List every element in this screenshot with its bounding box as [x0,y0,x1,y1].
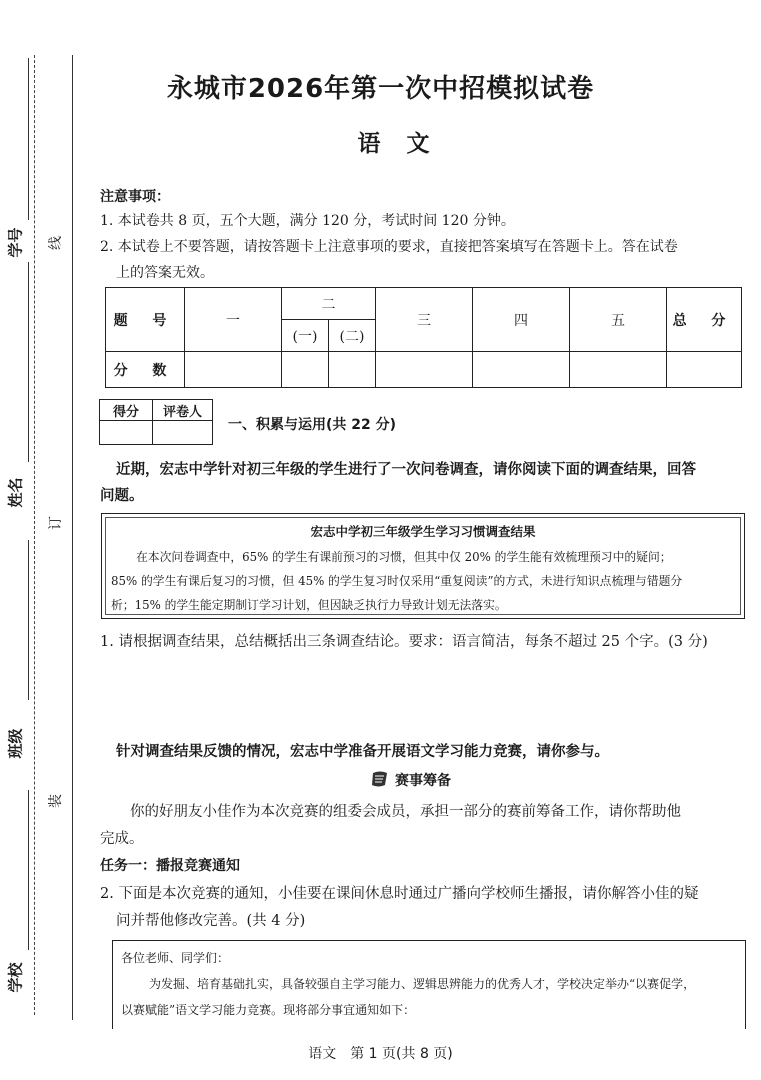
grader-name-label: 评卷人 [153,400,213,421]
page-footer: 语文 第 1 页(共 8 页) [308,1046,453,1062]
score-cell[interactable] [329,352,376,388]
section-title: 一、积累与运用(共 22 分) [228,417,397,433]
notice-text-line: 为发掘、培育基础扎实，具备较强自主学习能力、逻辑思辨能力的优秀人才，学校决定举办“以赛促学， [149,977,696,991]
binding-solid-line [72,55,73,1020]
event-paragraph: 你的好朋友小佳作为本次竞赛的组委会成员，承担一部分的赛前筹备工作，请你帮助他 [130,804,681,820]
school-blank[interactable] [28,790,29,950]
school-label: 学校 [6,962,25,993]
seal-mark-line: 线 [48,236,64,250]
task-title: 任务一：播报竞赛通知 [100,858,240,874]
score-cell[interactable] [570,352,667,388]
seal-mark-bind: 订 [48,516,64,530]
name-blank[interactable] [28,262,29,462]
scroll-icon [370,770,390,788]
notice-greeting: 各位老师、同学们： [121,951,230,965]
score-col-4: 四 [473,288,570,352]
note-item: 2. 本试卷上不要答题，请按答题卡上注意事项的要求，直接把答案填写在答题卡上。答在试卷 [100,239,678,255]
grader-name-cell[interactable] [153,421,213,445]
score-col-2-sub-2: (二) [329,320,376,352]
score-cell[interactable] [667,352,742,388]
question-2: 2. 下面是本次竞赛的通知，小佳要在课间休息时通过广播向学校师生播报，请你解答小佳的疑 [100,886,699,902]
question-1: 1. 请根据调查结果，总结概括出三条调查结论。要求：语言简洁，每条不超过 25 个字。(3 分) [100,634,708,650]
score-col-2: 二 [282,288,376,320]
event-paragraph: 完成。 [100,831,144,847]
score-cell[interactable] [185,352,282,388]
score-col-5: 五 [570,288,667,352]
class-label: 班级 [6,728,25,759]
notice-box [112,940,746,1029]
score-cell[interactable] [282,352,329,388]
event-heading: 赛事筹备 [395,773,451,789]
survey-results-box [101,513,745,619]
student-id-label: 学号 [6,227,25,258]
note-item: 上的答案无效。 [116,265,214,281]
exam-title: 永城市2026年第一次中招模拟试卷 [166,74,595,104]
binding-dashed-line [34,55,35,1015]
survey-text-line: 85% 的学生有课后复习的习惯，但 45% 的学生复习时仅采用“重复阅读”的方式，未进行知识点梳理与错题分 [111,574,683,588]
class-blank[interactable] [28,540,29,700]
score-row-label: 分 数 [106,352,185,388]
question-2: 问并帮他修改完善。(共 4 分) [116,913,306,929]
score-cell[interactable] [473,352,570,388]
survey-text-line: 在本次问卷调查中，65% 的学生有课前预习的习惯，但其中仅 20% 的学生能有效梳理预习中的疑问； [136,550,672,564]
score-col-2-sub-1: (一) [282,320,329,352]
score-total: 总 分 [667,288,742,352]
notes-heading: 注意事项： [100,189,170,205]
survey-title: 宏志中学初三年级学生学习习惯调查结果 [310,524,536,539]
seal-mark-mount: 装 [48,794,64,808]
grader-score-cell[interactable] [100,421,153,445]
survey-text-line: 析；15% 的学生能定期制订学习计划，但因缺乏执行力导致计划无法落实。 [111,598,507,612]
score-col-3: 三 [376,288,473,352]
section-intro: 近期，宏志中学针对初三年级的学生进行了一次问卷调查，请你阅读下面的调查结果，回答 [116,462,696,478]
subject-title: 语文 [357,131,456,157]
name-label: 姓名 [6,477,25,508]
grader-score-label: 得分 [100,400,153,421]
score-col-1: 一 [185,288,282,352]
section-intro: 问题。 [100,488,144,504]
score-cell[interactable] [376,352,473,388]
competition-intro: 针对调查结果反馈的情况，宏志中学准备开展语文学习能力竞赛，请你参与。 [116,744,609,760]
note-item: 1. 本试卷共 8 页，五个大题，满分 120 分，考试时间 120 分钟。 [100,213,515,229]
score-table [105,287,742,388]
grader-box [99,399,213,445]
notice-text-line: 以赛赋能”语文学习能力竞赛。现将部分事宜通知如下： [121,1003,416,1017]
score-table-header: 题 号 [106,288,185,352]
